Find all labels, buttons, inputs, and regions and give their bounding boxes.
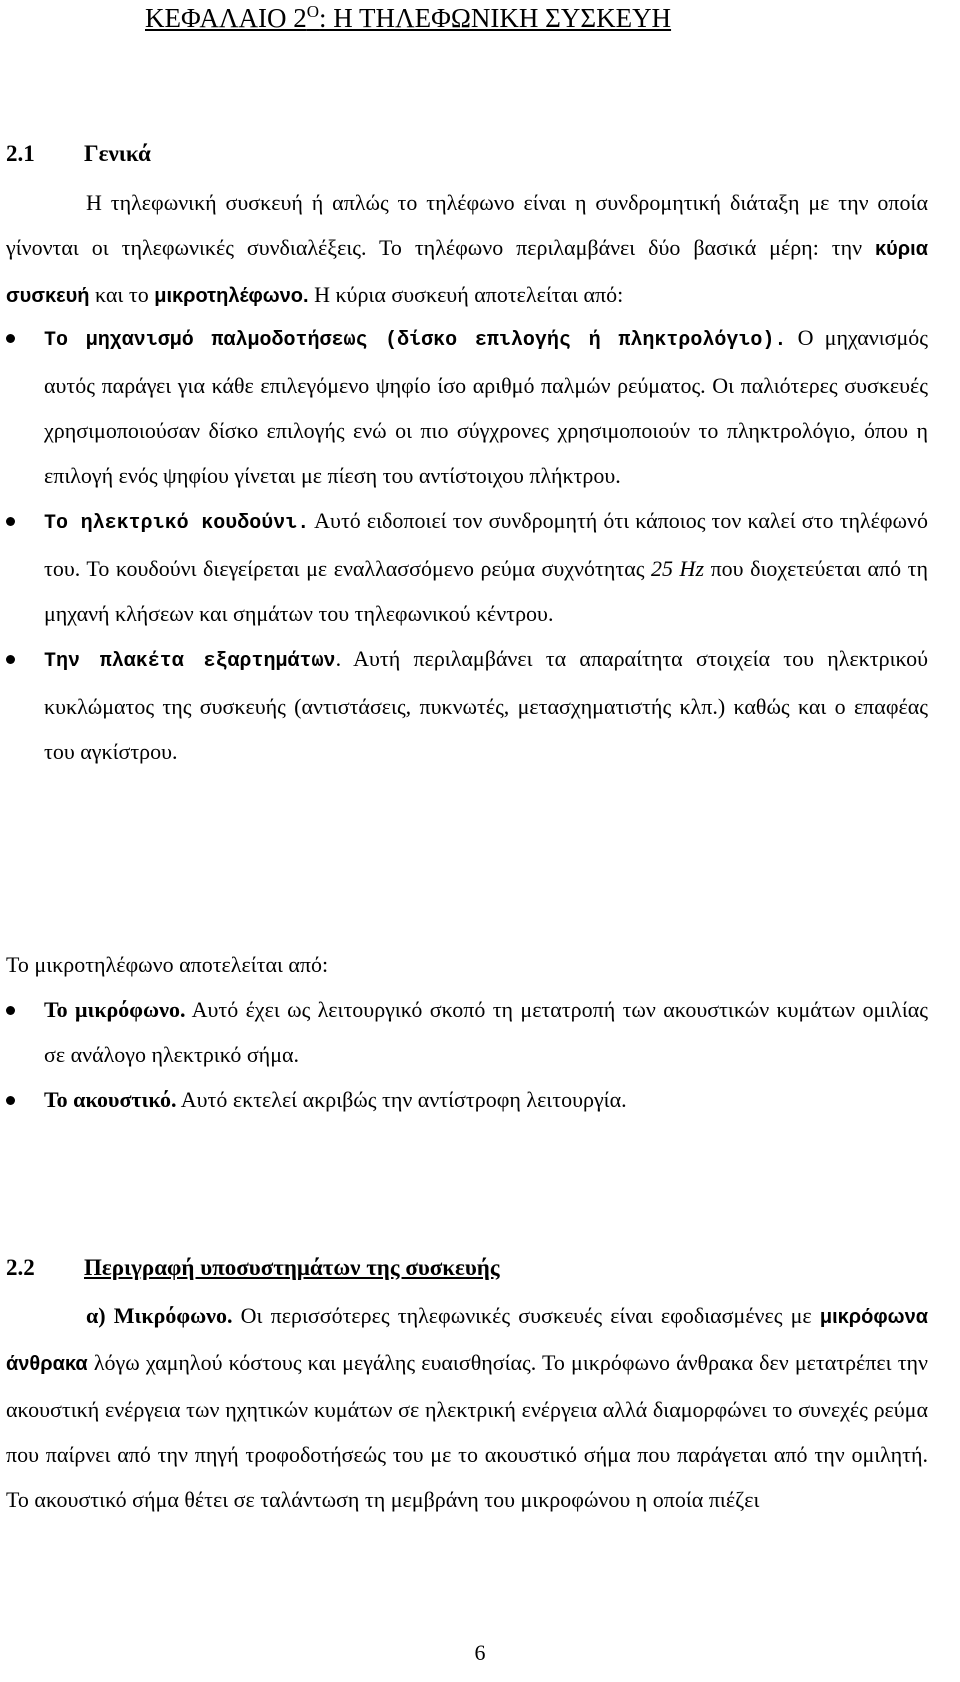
item-text: Αυτό ειδοποιεί τον συνδρομητή ότι κάποιος τον καλεί στο τηλέφωνό του. Το κουδούνι διεγείρεται με εναλλασσόμενο ρεύμα συχνότητας [44, 508, 928, 581]
paragraph-text: Οι περισσότερες τηλεφωνικές συσκευές είναι εφοδιασμένες με [232, 1303, 820, 1328]
item-italic: 25 Hz [651, 556, 705, 581]
item-bold: Το ηλεκτρικό κουδούνι. [44, 512, 310, 535]
bullet-icon [6, 1096, 15, 1105]
item-text: Αυτό εκτελεί ακριβώς την αντίστροφη λειτουργία. [176, 1087, 627, 1112]
chapter-title-post: : Η ΤΗΛΕΦΩΝΙΚΗ ΣΥΣΚΕΥΗ [319, 3, 672, 33]
bullet-icon [6, 517, 15, 526]
paragraph-text: λόγω χαμηλού κόστους και μεγάλης ευαισθησίας. Το μικρόφωνο άνθρακα δεν μετατρέπει την ακουστική ενέργεια των ηχητικών κυμάτων σε ηλεκτρική ενέργεια αλλά διαμορφώνει το συνεχές ρεύμα που παίρνει από την πηγή τροφοδοτήσεώς του με το ακουστικό σήμα που παράγεται από την ομιλητή. Το ακουστικό σήμα θέτει σε ταλάντωση τη μεμβράνη του μικροφώνου η οποία πιέζει [6, 1350, 928, 1512]
section-2-1-heading [6, 141, 151, 167]
handset-intro: Το μικροτηλέφωνο αποτελείται από: [6, 952, 329, 977]
item-text: που διοχετεύεται από τη μηχανή κλήσεων και σημάτων του τηλεφωνικού κέντρου. [44, 556, 929, 626]
handset-list [6, 987, 928, 1122]
intro-text: και το [89, 282, 155, 307]
intro-text: Η τηλεφωνική συσκευή ή απλώς το τηλέφωνο είναι η συνδρομητική διάταξη με την οποία γίνονται οι τηλεφωνικές συνδιαλέξεις. Το τηλέφωνο περιλαμβάνει δύο βασικά μέρη: την [6, 190, 928, 260]
item-text: Ο μηχανισμός αυτός παράγει για κάθε επιλεγόμενο ψηφίο ίσο αριθμό παλμών ρεύματος. Οι παλιότερες συσκευές χρησιμοποιούσαν δίσκο επιλογής ενώ οι πιο σύγχρονες χρησιμοποιούν το πληκτρολόγιο, όπου η επιλογή ενός ψηφίου γίνεται με πίεση του αντίστοιχου πλήκτρου. [44, 325, 928, 488]
paragraph-lead: α) Μικρόφωνο. [86, 1303, 233, 1328]
item-text: . Αυτή περιλαμβάνει τα απαραίτητα στοιχεία του ηλεκτρικού κυκλώματος της συσκευής (αντιστάσεις, πυκνωτές, μετασχηματιστής κλπ.) καθώς και ο επαφέας του αγκίστρου. [44, 646, 928, 764]
page-number: 6 [474, 1640, 486, 1665]
microphone-paragraph [6, 1293, 928, 1522]
item-bold: Το ακουστικό. [44, 1087, 177, 1112]
chapter-title-pre: ΚΕΦΑΛΑΙΟ 2 [145, 3, 307, 33]
item-text: Αυτό έχει ως λειτουργικό σκοπό τη μετατροπή των ακουστικών κυμάτων ομιλίας σε ανάλογο ηλεκτρικό σήμα. [44, 997, 928, 1067]
chapter-title-sup: Ο [306, 2, 320, 21]
main-device-list [6, 315, 928, 774]
list-item [6, 987, 928, 1077]
bold-carbon-microphone: μικρόφωνα άνθρακα [6, 1306, 928, 1375]
section-title: Περιγραφή υποσυστημάτων της συσκευής [84, 1255, 500, 1280]
intro-text: Η κύρια συσκευή αποτελείται από: [308, 282, 624, 307]
section-2-2-heading [6, 1255, 500, 1281]
bold-main-device: κύρια συσκευή [6, 238, 928, 307]
chapter-title [145, 2, 671, 34]
bullet-icon [6, 1006, 15, 1015]
bold-handset: μικροτηλέφωνο. [154, 285, 309, 307]
item-bold: Το μηχανισμό παλμοδοτήσεως (δίσκο επιλογής ή πληκτρολόγιο). [44, 329, 787, 352]
item-bold: Το μικρόφωνο. [44, 997, 186, 1022]
intro-paragraph [6, 180, 928, 319]
list-item [6, 315, 928, 498]
bullet-icon [6, 655, 15, 664]
list-item [6, 1077, 928, 1122]
section-number: 2.2 [6, 1255, 35, 1280]
list-item [6, 498, 928, 636]
bullet-icon [6, 334, 15, 343]
item-bold: Την πλακέτα εξαρτημάτων [44, 650, 336, 673]
list-item [6, 636, 928, 774]
section-number: 2.1 [6, 141, 35, 166]
section-title: Γενικά [84, 141, 151, 166]
